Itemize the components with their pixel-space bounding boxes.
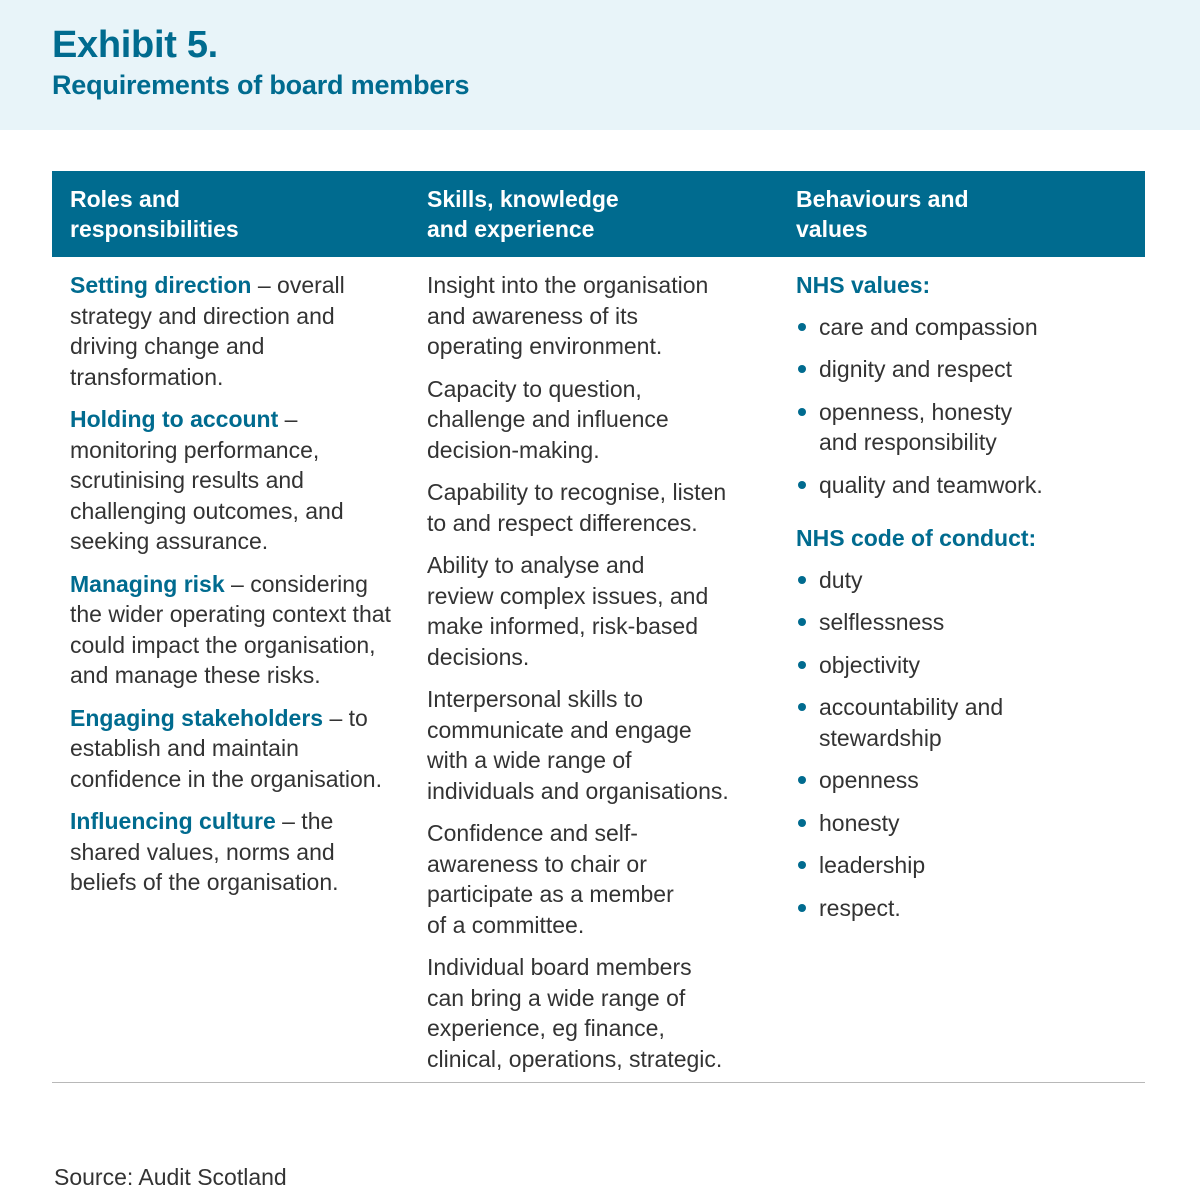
value-label: openness, honesty and responsibility	[819, 398, 1013, 455]
nhs-values-list	[796, 312, 1126, 501]
source-note: Source: Audit Scotland	[54, 1164, 287, 1190]
list-item	[796, 650, 1126, 681]
bullet-icon	[798, 481, 806, 489]
skill-item: Ability to analyse and review complex issues, and make informed, risk-based decisions.	[427, 552, 709, 670]
value-label: dignity and respect	[819, 356, 1013, 382]
list-item	[796, 470, 1126, 501]
role-description: – considering the wider operating context that could impact the organisation, and manage these risks.	[70, 570, 391, 688]
skill-item: Individual board members can bring a wide range of experience, eg finance, clinical, operations, strategic.	[427, 954, 723, 1072]
bullet-icon	[798, 861, 806, 869]
bullet-icon	[798, 618, 806, 626]
role-term: Influencing culture	[70, 808, 276, 834]
skill-item: Confidence and self- awareness to chair or participate as a member of a committee.	[427, 820, 674, 938]
role-term: Holding to account	[70, 406, 279, 432]
exhibit-title: Exhibit 5.	[52, 24, 218, 66]
nhs-values-heading: NHS values:	[796, 272, 931, 298]
list-item	[796, 397, 1126, 458]
conduct-label: accountability and stewardship	[819, 694, 1004, 751]
list-item	[796, 565, 1126, 596]
role-description: – monitoring performance, scrutinising results and challenging outcomes, and seeking assurance.	[70, 406, 344, 554]
list-item	[796, 893, 1126, 924]
bullet-icon	[798, 661, 806, 669]
column-header-behaviours: Behaviours and values	[796, 186, 969, 242]
skill-item: Capacity to question, challenge and influence decision-making.	[427, 375, 669, 463]
conduct-label: objectivity	[819, 651, 920, 678]
role-description: – overall strategy and direction and driving change and transformation.	[70, 272, 345, 390]
list-item	[796, 765, 1126, 796]
conduct-label: respect.	[819, 894, 901, 921]
list-item	[796, 354, 1126, 385]
bullet-icon	[798, 776, 806, 784]
code-of-conduct-list	[796, 565, 1126, 924]
bullet-icon	[798, 323, 806, 331]
bullet-icon	[798, 576, 806, 584]
column-header-skills: Skills, knowledge and experience	[427, 186, 619, 242]
list-item	[796, 607, 1126, 638]
code-of-conduct-heading: NHS code of conduct:	[796, 525, 1037, 551]
role-entry	[70, 569, 400, 691]
role-entry	[70, 404, 400, 557]
skill-item: Interpersonal skills to communicate and engage with a wide range of individuals and organisations.	[427, 686, 729, 804]
conduct-label: honesty	[819, 809, 900, 836]
bullet-icon	[798, 703, 806, 711]
role-entry	[70, 703, 400, 795]
skill-item: Insight into the organisation and awareness of its operating environment.	[427, 272, 709, 359]
column-header-roles: Roles and responsibilities	[70, 186, 239, 242]
role-description: – the shared values, norms and beliefs of the organisation.	[70, 808, 339, 895]
skill-item: Capability to recognise, listen to and respect differences.	[427, 479, 727, 536]
list-item	[796, 850, 1126, 881]
role-description: – to establish and maintain confidence in the organisation.	[70, 704, 382, 792]
role-entry	[70, 270, 400, 392]
table-bottom-divider	[52, 1082, 1145, 1083]
bullet-icon	[798, 904, 806, 912]
list-item	[796, 692, 1126, 753]
exhibit-subtitle: Requirements of board members	[52, 70, 470, 100]
value-label: care and compassion	[819, 313, 1038, 340]
value-label: quality and teamwork.	[819, 471, 1043, 498]
role-term: Setting direction	[70, 272, 252, 298]
list-item	[796, 312, 1126, 343]
conduct-label: leadership	[819, 852, 926, 878]
bullet-icon	[798, 365, 806, 373]
values-column	[796, 270, 1126, 935]
bullet-icon	[798, 819, 806, 827]
bullet-icon	[798, 408, 806, 416]
role-term: Engaging stakeholders	[70, 704, 324, 731]
skills-column	[427, 270, 757, 1086]
list-item	[796, 808, 1126, 839]
conduct-label: selflessness	[819, 609, 945, 635]
role-entry	[70, 806, 400, 898]
roles-column	[70, 270, 400, 910]
conduct-label: duty	[819, 566, 863, 593]
conduct-label: openness	[819, 767, 919, 793]
role-term: Managing risk	[70, 570, 225, 597]
